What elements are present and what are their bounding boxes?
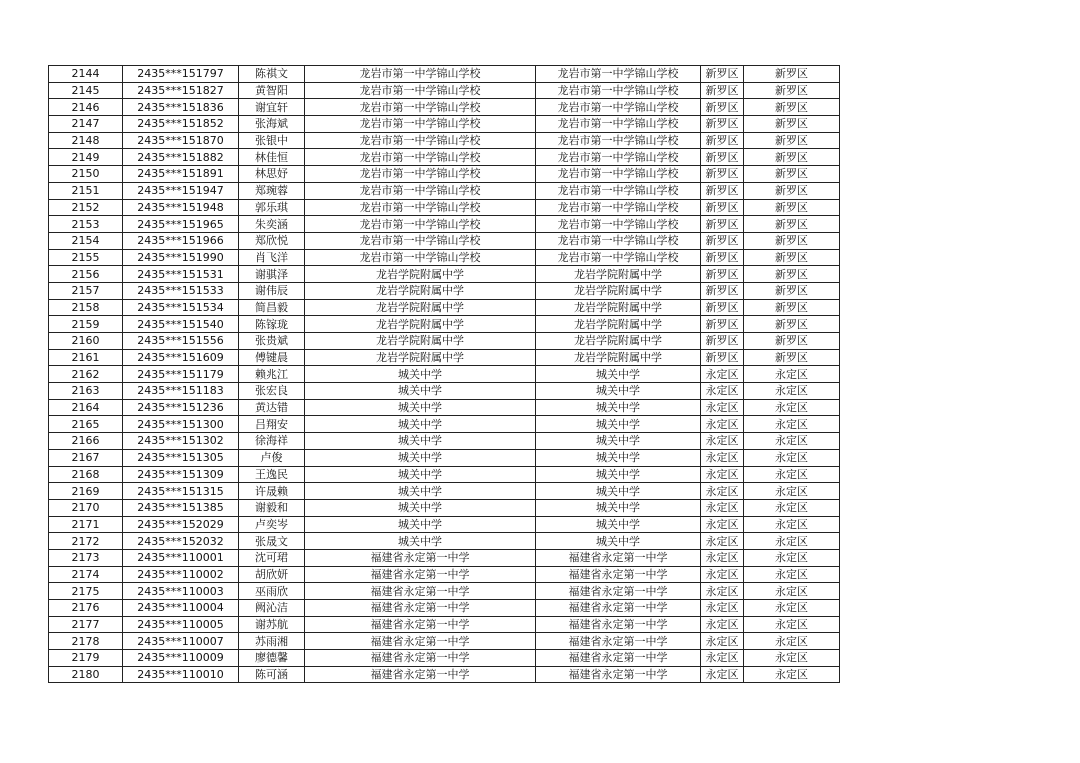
- row-number-cell: 2174: [49, 566, 123, 583]
- student-name-cell: 沈可珺: [239, 549, 305, 566]
- district-cell: 新罗区: [701, 266, 744, 283]
- exam-id-cell: 2435***151797: [123, 66, 239, 83]
- table-row: [49, 516, 840, 533]
- admitted-district-cell: 永定区: [744, 383, 840, 400]
- admitted-district-cell: 新罗区: [744, 149, 840, 166]
- exam-id-cell: 2435***152029: [123, 516, 239, 533]
- row-number-cell: 2155: [49, 249, 123, 266]
- district-cell: 永定区: [701, 399, 744, 416]
- table-row: [49, 216, 840, 233]
- admitted-school-cell: 城关中学: [536, 499, 701, 516]
- admitted-school-cell: 城关中学: [536, 516, 701, 533]
- school-cell: 龙岩市第一中学锦山学校: [305, 182, 536, 199]
- table-row: [49, 666, 840, 683]
- admitted-district-cell: 永定区: [744, 433, 840, 450]
- row-number-cell: 2164: [49, 399, 123, 416]
- admitted-district-cell: 永定区: [744, 616, 840, 633]
- table-row: [49, 116, 840, 133]
- admitted-district-cell: 新罗区: [744, 249, 840, 266]
- student-name-cell: 张贵斌: [239, 333, 305, 350]
- school-cell: 城关中学: [305, 499, 536, 516]
- admitted-district-cell: 新罗区: [744, 282, 840, 299]
- row-number-cell: 2154: [49, 232, 123, 249]
- row-number-cell: 2158: [49, 299, 123, 316]
- exam-id-cell: 2435***110001: [123, 549, 239, 566]
- admitted-district-cell: 永定区: [744, 466, 840, 483]
- admitted-district-cell: 永定区: [744, 633, 840, 650]
- admitted-school-cell: 福建省永定第一中学: [536, 666, 701, 683]
- table-row: [49, 483, 840, 500]
- table-row: [49, 99, 840, 116]
- school-cell: 城关中学: [305, 366, 536, 383]
- district-cell: 新罗区: [701, 282, 744, 299]
- student-name-cell: 林佳恒: [239, 149, 305, 166]
- table-row: [49, 232, 840, 249]
- school-cell: 福建省永定第一中学: [305, 549, 536, 566]
- row-number-cell: 2163: [49, 383, 123, 400]
- admitted-district-cell: 永定区: [744, 666, 840, 683]
- row-number-cell: 2175: [49, 583, 123, 600]
- exam-id-cell: 2435***151531: [123, 266, 239, 283]
- district-cell: 新罗区: [701, 182, 744, 199]
- student-name-cell: 陈镓珑: [239, 316, 305, 333]
- admitted-district-cell: 永定区: [744, 516, 840, 533]
- school-cell: 龙岩学院附属中学: [305, 299, 536, 316]
- student-name-cell: 朱奕涵: [239, 216, 305, 233]
- district-cell: 永定区: [701, 383, 744, 400]
- exam-id-cell: 2435***151302: [123, 433, 239, 450]
- district-cell: 新罗区: [701, 216, 744, 233]
- admitted-school-cell: 城关中学: [536, 533, 701, 550]
- district-cell: 新罗区: [701, 316, 744, 333]
- table-row: [49, 566, 840, 583]
- admitted-district-cell: 新罗区: [744, 316, 840, 333]
- school-cell: 龙岩市第一中学锦山学校: [305, 99, 536, 116]
- student-name-cell: 简昌毅: [239, 299, 305, 316]
- admitted-district-cell: 新罗区: [744, 66, 840, 83]
- row-number-cell: 2147: [49, 116, 123, 133]
- district-cell: 永定区: [701, 499, 744, 516]
- district-cell: 永定区: [701, 466, 744, 483]
- admitted-school-cell: 龙岩市第一中学锦山学校: [536, 82, 701, 99]
- student-name-cell: 王逸民: [239, 466, 305, 483]
- student-name-cell: 张银中: [239, 132, 305, 149]
- exam-id-cell: 2435***110005: [123, 616, 239, 633]
- row-number-cell: 2146: [49, 99, 123, 116]
- district-cell: 新罗区: [701, 333, 744, 350]
- exam-id-cell: 2435***151556: [123, 333, 239, 350]
- school-cell: 龙岩市第一中学锦山学校: [305, 232, 536, 249]
- table-row: [49, 650, 840, 667]
- exam-id-cell: 2435***151609: [123, 349, 239, 366]
- admitted-school-cell: 龙岩学院附属中学: [536, 333, 701, 350]
- row-number-cell: 2157: [49, 282, 123, 299]
- student-name-cell: 赖兆江: [239, 366, 305, 383]
- row-number-cell: 2161: [49, 349, 123, 366]
- school-cell: 城关中学: [305, 516, 536, 533]
- student-name-cell: 傅键晨: [239, 349, 305, 366]
- student-name-cell: 张海斌: [239, 116, 305, 133]
- exam-id-cell: 2435***152032: [123, 533, 239, 550]
- admitted-district-cell: 新罗区: [744, 232, 840, 249]
- school-cell: 城关中学: [305, 466, 536, 483]
- row-number-cell: 2165: [49, 416, 123, 433]
- school-cell: 福建省永定第一中学: [305, 650, 536, 667]
- school-cell: 城关中学: [305, 399, 536, 416]
- admitted-school-cell: 城关中学: [536, 399, 701, 416]
- exam-id-cell: 2435***151990: [123, 249, 239, 266]
- row-number-cell: 2178: [49, 633, 123, 650]
- admitted-district-cell: 新罗区: [744, 199, 840, 216]
- admitted-district-cell: 新罗区: [744, 166, 840, 183]
- admitted-school-cell: 福建省永定第一中学: [536, 549, 701, 566]
- school-cell: 城关中学: [305, 483, 536, 500]
- row-number-cell: 2180: [49, 666, 123, 683]
- row-number-cell: 2160: [49, 333, 123, 350]
- district-cell: 新罗区: [701, 299, 744, 316]
- school-cell: 龙岩市第一中学锦山学校: [305, 149, 536, 166]
- student-name-cell: 徐海祥: [239, 433, 305, 450]
- admitted-district-cell: 新罗区: [744, 349, 840, 366]
- admitted-district-cell: 永定区: [744, 650, 840, 667]
- admitted-school-cell: 龙岩学院附属中学: [536, 266, 701, 283]
- exam-id-cell: 2435***151882: [123, 149, 239, 166]
- row-number-cell: 2166: [49, 433, 123, 450]
- admitted-school-cell: 龙岩市第一中学锦山学校: [536, 66, 701, 83]
- admitted-district-cell: 新罗区: [744, 216, 840, 233]
- row-number-cell: 2167: [49, 449, 123, 466]
- admitted-school-cell: 龙岩市第一中学锦山学校: [536, 199, 701, 216]
- exam-id-cell: 2435***151540: [123, 316, 239, 333]
- table-row: [49, 383, 840, 400]
- admitted-school-cell: 城关中学: [536, 466, 701, 483]
- school-cell: 龙岩市第一中学锦山学校: [305, 166, 536, 183]
- exam-id-cell: 2435***110002: [123, 566, 239, 583]
- exam-id-cell: 2435***151827: [123, 82, 239, 99]
- student-name-cell: 许晟赖: [239, 483, 305, 500]
- admitted-district-cell: 永定区: [744, 499, 840, 516]
- student-name-cell: 黄智阳: [239, 82, 305, 99]
- row-number-cell: 2169: [49, 483, 123, 500]
- table-row: [49, 266, 840, 283]
- school-cell: 福建省永定第一中学: [305, 666, 536, 683]
- table-row: [49, 249, 840, 266]
- admitted-school-cell: 龙岩市第一中学锦山学校: [536, 132, 701, 149]
- district-cell: 新罗区: [701, 232, 744, 249]
- admitted-school-cell: 城关中学: [536, 483, 701, 500]
- student-name-cell: 谢苏航: [239, 616, 305, 633]
- admitted-school-cell: 龙岩学院附属中学: [536, 282, 701, 299]
- student-name-cell: 卢俊: [239, 449, 305, 466]
- row-number-cell: 2149: [49, 149, 123, 166]
- school-cell: 龙岩市第一中学锦山学校: [305, 216, 536, 233]
- exam-id-cell: 2435***151300: [123, 416, 239, 433]
- school-cell: 福建省永定第一中学: [305, 600, 536, 617]
- admitted-district-cell: 新罗区: [744, 299, 840, 316]
- table-row: [49, 366, 840, 383]
- table-row: [49, 583, 840, 600]
- admitted-school-cell: 龙岩市第一中学锦山学校: [536, 166, 701, 183]
- admitted-school-cell: 城关中学: [536, 366, 701, 383]
- exam-id-cell: 2435***151948: [123, 199, 239, 216]
- row-number-cell: 2148: [49, 132, 123, 149]
- district-cell: 新罗区: [701, 349, 744, 366]
- table-row: [49, 416, 840, 433]
- district-cell: 新罗区: [701, 82, 744, 99]
- table-row: [49, 399, 840, 416]
- school-cell: 龙岩市第一中学锦山学校: [305, 116, 536, 133]
- table-row: [49, 333, 840, 350]
- student-name-cell: 郑欣悦: [239, 232, 305, 249]
- exam-id-cell: 2435***110007: [123, 633, 239, 650]
- exam-id-cell: 2435***151947: [123, 182, 239, 199]
- school-cell: 城关中学: [305, 533, 536, 550]
- admitted-district-cell: 新罗区: [744, 116, 840, 133]
- table-row: [49, 132, 840, 149]
- table-row: [49, 616, 840, 633]
- student-name-cell: 陈可涵: [239, 666, 305, 683]
- admitted-district-cell: 新罗区: [744, 132, 840, 149]
- exam-id-cell: 2435***151891: [123, 166, 239, 183]
- row-number-cell: 2177: [49, 616, 123, 633]
- admitted-school-cell: 龙岩市第一中学锦山学校: [536, 99, 701, 116]
- admitted-school-cell: 龙岩学院附属中学: [536, 349, 701, 366]
- student-name-cell: 卢奕岑: [239, 516, 305, 533]
- school-cell: 龙岩学院附属中学: [305, 266, 536, 283]
- admitted-school-cell: 龙岩学院附属中学: [536, 316, 701, 333]
- row-number-cell: 2156: [49, 266, 123, 283]
- admitted-school-cell: 城关中学: [536, 433, 701, 450]
- exam-id-cell: 2435***151309: [123, 466, 239, 483]
- admitted-school-cell: 龙岩市第一中学锦山学校: [536, 216, 701, 233]
- district-cell: 永定区: [701, 416, 744, 433]
- student-name-cell: 肖飞洋: [239, 249, 305, 266]
- row-number-cell: 2168: [49, 466, 123, 483]
- exam-id-cell: 2435***151966: [123, 232, 239, 249]
- school-cell: 龙岩市第一中学锦山学校: [305, 199, 536, 216]
- row-number-cell: 2144: [49, 66, 123, 83]
- school-cell: 福建省永定第一中学: [305, 583, 536, 600]
- admitted-school-cell: 龙岩市第一中学锦山学校: [536, 249, 701, 266]
- table-row: [49, 299, 840, 316]
- student-name-cell: 郑琬蓉: [239, 182, 305, 199]
- row-number-cell: 2150: [49, 166, 123, 183]
- admitted-district-cell: 永定区: [744, 583, 840, 600]
- exam-id-cell: 2435***151533: [123, 282, 239, 299]
- district-cell: 新罗区: [701, 199, 744, 216]
- admitted-school-cell: 福建省永定第一中学: [536, 650, 701, 667]
- admitted-district-cell: 永定区: [744, 483, 840, 500]
- table-row: [49, 282, 840, 299]
- school-cell: 龙岩市第一中学锦山学校: [305, 132, 536, 149]
- table-row: [49, 466, 840, 483]
- district-cell: 新罗区: [701, 249, 744, 266]
- district-cell: 新罗区: [701, 132, 744, 149]
- admitted-school-cell: 福建省永定第一中学: [536, 616, 701, 633]
- exam-id-cell: 2435***151385: [123, 499, 239, 516]
- exam-id-cell: 2435***151852: [123, 116, 239, 133]
- district-cell: 永定区: [701, 650, 744, 667]
- table-row: [49, 149, 840, 166]
- admitted-school-cell: 龙岩学院附属中学: [536, 299, 701, 316]
- student-name-cell: 林思妤: [239, 166, 305, 183]
- row-number-cell: 2151: [49, 182, 123, 199]
- district-cell: 新罗区: [701, 116, 744, 133]
- exam-id-cell: 2435***110004: [123, 600, 239, 617]
- district-cell: 新罗区: [701, 66, 744, 83]
- table-row: [49, 449, 840, 466]
- table-row: [49, 199, 840, 216]
- student-name-cell: 郭乐琪: [239, 199, 305, 216]
- admitted-district-cell: 永定区: [744, 533, 840, 550]
- student-name-cell: 吕翔安: [239, 416, 305, 433]
- exam-id-cell: 2435***110010: [123, 666, 239, 683]
- student-name-cell: 廖德馨: [239, 650, 305, 667]
- admitted-district-cell: 新罗区: [744, 182, 840, 199]
- student-name-cell: 谢骐泽: [239, 266, 305, 283]
- district-cell: 永定区: [701, 633, 744, 650]
- student-name-cell: 胡欣妍: [239, 566, 305, 583]
- row-number-cell: 2145: [49, 82, 123, 99]
- school-cell: 龙岩学院附属中学: [305, 349, 536, 366]
- student-name-cell: 张宏良: [239, 383, 305, 400]
- admitted-school-cell: 龙岩市第一中学锦山学校: [536, 149, 701, 166]
- roster-body: [49, 66, 840, 683]
- admitted-district-cell: 新罗区: [744, 99, 840, 116]
- school-cell: 龙岩学院附属中学: [305, 316, 536, 333]
- admitted-school-cell: 福建省永定第一中学: [536, 583, 701, 600]
- district-cell: 永定区: [701, 483, 744, 500]
- row-number-cell: 2153: [49, 216, 123, 233]
- table-row: [49, 316, 840, 333]
- district-cell: 新罗区: [701, 99, 744, 116]
- table-row: [49, 166, 840, 183]
- admitted-school-cell: 福建省永定第一中学: [536, 566, 701, 583]
- exam-id-cell: 2435***151965: [123, 216, 239, 233]
- district-cell: 永定区: [701, 549, 744, 566]
- student-name-cell: 苏雨湘: [239, 633, 305, 650]
- exam-id-cell: 2435***110003: [123, 583, 239, 600]
- school-cell: 龙岩市第一中学锦山学校: [305, 249, 536, 266]
- admitted-district-cell: 永定区: [744, 449, 840, 466]
- school-cell: 龙岩市第一中学锦山学校: [305, 66, 536, 83]
- school-cell: 福建省永定第一中学: [305, 633, 536, 650]
- admitted-district-cell: 永定区: [744, 416, 840, 433]
- student-name-cell: 谢宜轩: [239, 99, 305, 116]
- district-cell: 永定区: [701, 666, 744, 683]
- admitted-school-cell: 城关中学: [536, 449, 701, 466]
- table-row: [49, 633, 840, 650]
- exam-id-cell: 2435***151305: [123, 449, 239, 466]
- row-number-cell: 2176: [49, 600, 123, 617]
- admitted-school-cell: 龙岩市第一中学锦山学校: [536, 116, 701, 133]
- admitted-district-cell: 新罗区: [744, 82, 840, 99]
- admitted-district-cell: 永定区: [744, 600, 840, 617]
- school-cell: 福建省永定第一中学: [305, 566, 536, 583]
- admitted-school-cell: 龙岩市第一中学锦山学校: [536, 182, 701, 199]
- school-cell: 城关中学: [305, 416, 536, 433]
- school-cell: 福建省永定第一中学: [305, 616, 536, 633]
- table-row: [49, 600, 840, 617]
- row-number-cell: 2152: [49, 199, 123, 216]
- row-number-cell: 2170: [49, 499, 123, 516]
- admitted-school-cell: 龙岩市第一中学锦山学校: [536, 232, 701, 249]
- student-name-cell: 黄达错: [239, 399, 305, 416]
- student-name-cell: 张晟文: [239, 533, 305, 550]
- admitted-school-cell: 城关中学: [536, 383, 701, 400]
- admitted-school-cell: 城关中学: [536, 416, 701, 433]
- row-number-cell: 2159: [49, 316, 123, 333]
- district-cell: 新罗区: [701, 166, 744, 183]
- district-cell: 永定区: [701, 533, 744, 550]
- admitted-district-cell: 永定区: [744, 399, 840, 416]
- row-number-cell: 2179: [49, 650, 123, 667]
- exam-id-cell: 2435***151534: [123, 299, 239, 316]
- table-row: [49, 82, 840, 99]
- school-cell: 城关中学: [305, 383, 536, 400]
- student-name-cell: 谢伟辰: [239, 282, 305, 299]
- district-cell: 永定区: [701, 616, 744, 633]
- district-cell: 永定区: [701, 516, 744, 533]
- district-cell: 永定区: [701, 433, 744, 450]
- admitted-district-cell: 永定区: [744, 549, 840, 566]
- district-cell: 永定区: [701, 449, 744, 466]
- admitted-district-cell: 永定区: [744, 366, 840, 383]
- exam-id-cell: 2435***151236: [123, 399, 239, 416]
- table-row: [49, 433, 840, 450]
- table-row: [49, 66, 840, 83]
- student-name-cell: 阙沁洁: [239, 600, 305, 617]
- table-row: [49, 499, 840, 516]
- school-cell: 龙岩市第一中学锦山学校: [305, 82, 536, 99]
- table-row: [49, 533, 840, 550]
- table-row: [49, 349, 840, 366]
- row-number-cell: 2162: [49, 366, 123, 383]
- row-number-cell: 2171: [49, 516, 123, 533]
- student-name-cell: 巫雨欣: [239, 583, 305, 600]
- district-cell: 永定区: [701, 366, 744, 383]
- admitted-district-cell: 永定区: [744, 566, 840, 583]
- district-cell: 永定区: [701, 600, 744, 617]
- admitted-school-cell: 福建省永定第一中学: [536, 633, 701, 650]
- exam-id-cell: 2435***151315: [123, 483, 239, 500]
- roster-table: [48, 65, 840, 683]
- exam-id-cell: 2435***151183: [123, 383, 239, 400]
- admitted-district-cell: 新罗区: [744, 333, 840, 350]
- exam-id-cell: 2435***151836: [123, 99, 239, 116]
- row-number-cell: 2172: [49, 533, 123, 550]
- district-cell: 新罗区: [701, 149, 744, 166]
- school-cell: 城关中学: [305, 433, 536, 450]
- exam-id-cell: 2435***151179: [123, 366, 239, 383]
- school-cell: 城关中学: [305, 449, 536, 466]
- school-cell: 龙岩学院附属中学: [305, 333, 536, 350]
- school-cell: 龙岩学院附属中学: [305, 282, 536, 299]
- district-cell: 永定区: [701, 566, 744, 583]
- admitted-school-cell: 福建省永定第一中学: [536, 600, 701, 617]
- admitted-district-cell: 新罗区: [744, 266, 840, 283]
- student-name-cell: 陈祺文: [239, 66, 305, 83]
- exam-id-cell: 2435***151870: [123, 132, 239, 149]
- student-name-cell: 谢毅和: [239, 499, 305, 516]
- table-row: [49, 182, 840, 199]
- row-number-cell: 2173: [49, 549, 123, 566]
- table-row: [49, 549, 840, 566]
- exam-id-cell: 2435***110009: [123, 650, 239, 667]
- district-cell: 永定区: [701, 583, 744, 600]
